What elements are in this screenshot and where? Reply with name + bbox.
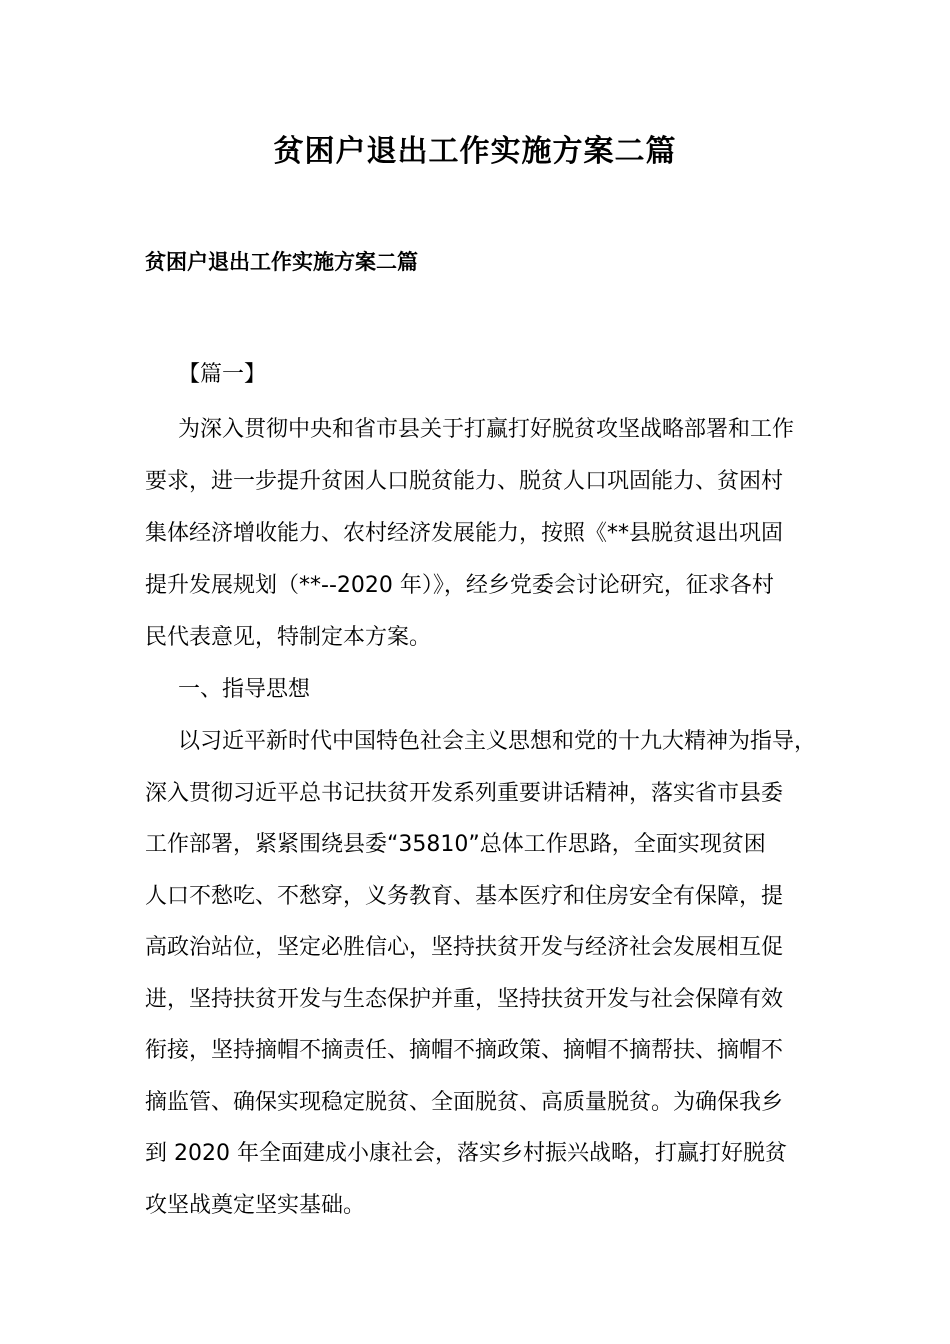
- paragraph-line: 工作部署，紧紧围绕县委“35810”总体工作思路，全面实现贫困: [145, 832, 766, 857]
- document-subtitle: 贫困户退出工作实施方案二篇: [145, 250, 418, 274]
- intro-paragraph: [145, 404, 810, 664]
- paragraph-line: 以习近平新时代中国特色社会主义思想和党的十九大精神为指导，: [178, 729, 817, 754]
- paragraph-line: 高政治站位，坚定必胜信心，坚持扶贫开发与经济社会发展相互促: [145, 935, 784, 960]
- guiding-paragraph: [145, 716, 817, 1231]
- paragraph-line: 进，坚持扶贫开发与生态保护并重，坚持扶贫开发与社会保障有效: [145, 986, 784, 1012]
- paragraph-line: 深入贯彻习近平总书记扶贫开发系列重要讲话精神，落实省市县委: [145, 780, 784, 806]
- paragraph-line: 集体经济增收能力、农村经济发展能力，按照《**县脱贫退出巩固: [145, 521, 784, 546]
- paragraph-line: 摘监管、确保实现稳定脱贫、全面脱贫、高质量脱贫。为确保我乡: [145, 1089, 784, 1115]
- document-body: [145, 352, 817, 1231]
- document-title: 贫困户退出工作实施方案二篇: [273, 134, 677, 169]
- paragraph-line: 衔接，坚持摘帽不摘责任、摘帽不摘政策、摘帽不摘帮扶、摘帽不: [145, 1038, 784, 1063]
- paragraph-line: 攻坚战奠定坚实基础。: [145, 1192, 366, 1218]
- paragraph-line: 到 2020 年全面建成小康社会，落实乡村振兴战略，打赢打好脱贫: [145, 1141, 787, 1166]
- paragraph-line: 民代表意见，特制定本方案。: [145, 625, 432, 650]
- section-label: 【篇一】: [178, 362, 267, 387]
- paragraph-line: 提升发展规划（**--2020 年）》，经乡党委会讨论研究，征求各村: [145, 573, 774, 598]
- paragraph-line: 为深入贯彻中央和省市县关于打赢打好脱贫攻坚战略部署和工作: [178, 417, 795, 442]
- section-heading: 一、指导思想: [178, 677, 311, 702]
- paragraph-line: 人口不愁吃、不愁穿，义务教育、基本医疗和住房安全有保障，提: [145, 883, 784, 909]
- paragraph-line: 要求，进一步提升贫困人口脱贫能力、脱贫人口巩固能力、贫困村: [145, 469, 784, 494]
